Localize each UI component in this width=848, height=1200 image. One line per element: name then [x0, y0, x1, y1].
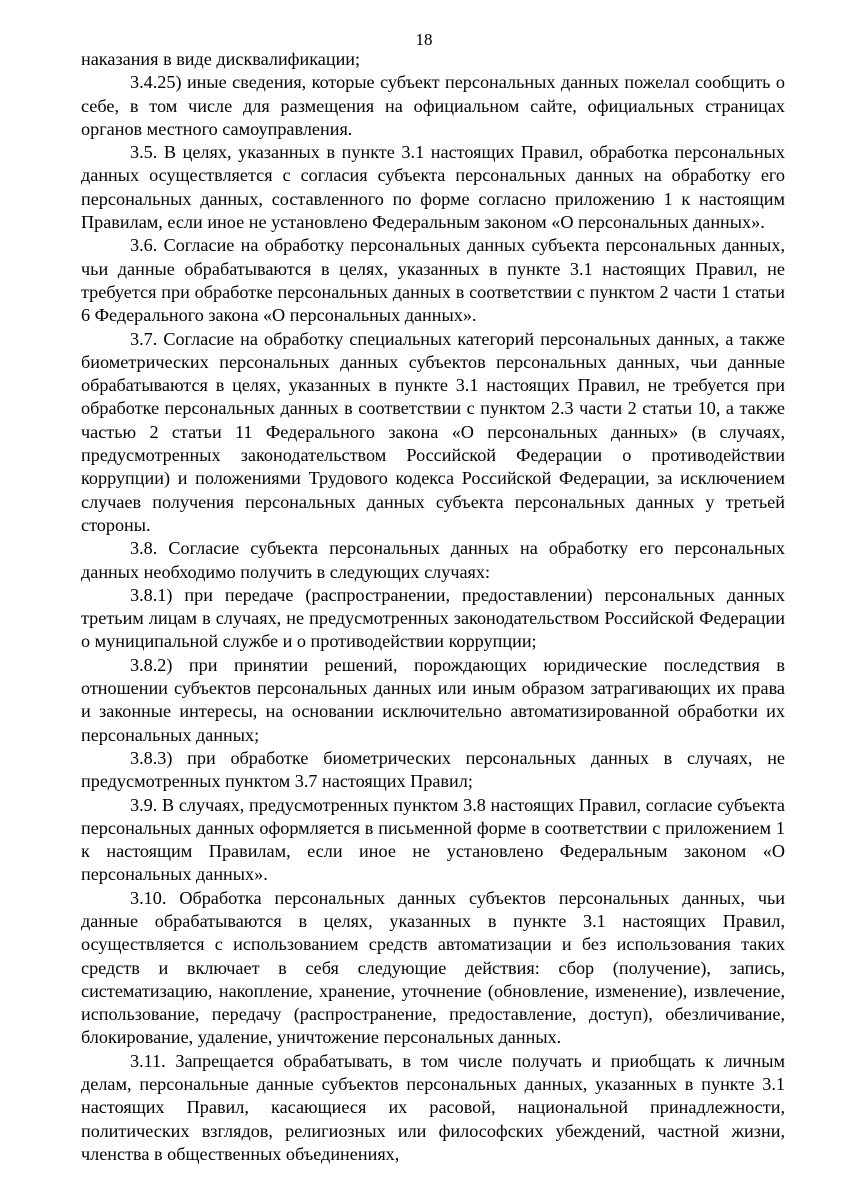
paragraph-3-11: 3.11. Запрещается обрабатывать, в том числе получать и приобщать к личным делам, персональные данные субъектов персональных данных, указанных в пункте 3.1 настоящих Правил, касающиеся их расовой, национальной принадлежности, политических взглядов, религиозных или философских убеждений, частной жизни, членства в общественных объединениях,	[81, 1050, 785, 1164]
paragraph-continuation: наказания в виде дисквалификации;	[81, 49, 361, 69]
paragraph-3-8-1: 3.8.1) при передаче (распространении, предоставлении) персональных данных третьим лицам в случаях, не предусмотренных законодательством Российской Федерации о муниципальной службе и о противодействии коррупции;	[81, 584, 785, 652]
paragraph-3-5: 3.5. В целях, указанных в пункте 3.1 настоящих Правил, обработка персональных данных осуществляется с согласия субъекта персональных данных на обработку его персональных данных, составленного по форме согласно приложению 1 к настоящим Правилам, если иное не установлено Федеральным законом «О персональных данных».	[81, 142, 785, 233]
paragraph-3-8: 3.8. Согласие субъекта персональных данных на обработку его персональных данных необходимо получить в следующих случаях:	[81, 538, 785, 582]
paragraph-3-9: 3.9. В случаях, предусмотренных пунктом 3.8 настоящих Правил, согласие субъекта персональных данных оформляется в письменной форме в соответствии с приложением 1 к настоящим Правилам, если иное не установлено Федеральным законом «О персональных данных».	[81, 794, 785, 885]
paragraph-3-6: 3.6. Согласие на обработку персональных данных субъекта персональных данных, чьи данные обрабатываются в целях, указанных в пункте 3.1 настоящих Правил, не требуется при обработке персональных данных в соответствии с пунктом 2 части 1 статьи 6 Федерального закона «О персональных данных».	[81, 235, 785, 326]
paragraph-3-4-25: 3.4.25) иные сведения, которые субъект персональных данных пожелал сообщить о себе, в том числе для размещения на официальном сайте, официальных страницах органов местного самоуправления.	[81, 72, 785, 139]
document-body	[81, 48, 785, 1166]
paragraph-3-10: 3.10. Обработка персональных данных субъектов персональных данных, чьи данные обрабатываются в целях, указанных в пункте 3.1 настоящих Правил, осуществляется с использованием средств автоматизации и без использования таких средств и включает в себя следующие действия: сбор (получение), запись, систематизацию, накопление, хранение, уточнение (обновление, изменение), извлечение, использование, передачу (распространение, предоставление, доступ), обезличивание, блокирование, удаление, уничтожение персональных данных.	[81, 887, 785, 1048]
paragraph-3-8-3: 3.8.3) при обработке биометрических персональных данных в случаях, не предусмотренных пунктом 3.7 настоящих Правил;	[81, 747, 785, 792]
paragraph-3-8-2: 3.8.2) при принятии решений, порождающих юридические последствия в отношении субъектов персональных данных или иным образом затрагивающих их права и законные интересы, на основании исключительно автоматизированной обработки их персональных данных;	[81, 654, 785, 745]
paragraph-3-7: 3.7. Согласие на обработку специальных категорий персональных данных, а также биометрических персональных данных субъектов персональных данных, чьи данные обрабатываются в целях, указанных в пункте 3.1 настоящих Правил, не требуется при обработке персональных данных в соответствии с пунктом 2.3 части 2 статьи 10, а также частью 2 статьи 11 Федерального закона «О персональных данных» (в случаях, предусмотренных законодательством Российской Федерации о противодействии коррупции) и положениями Трудового кодекса Российской Федерации, за исключением случаев получения персональных данных субъекта персональных данных у третьей стороны.	[81, 328, 785, 535]
page-number: 18	[415, 30, 433, 49]
